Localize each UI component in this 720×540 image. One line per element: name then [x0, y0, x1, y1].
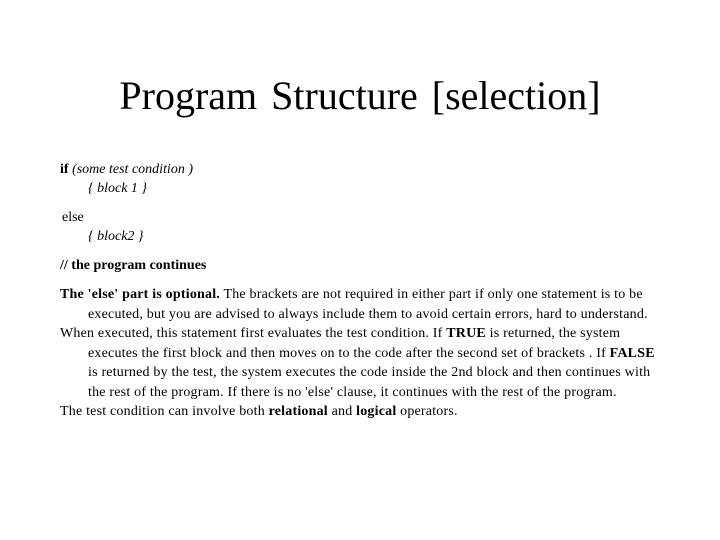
true-keyword: TRUE — [446, 326, 486, 341]
code-example — [60, 160, 680, 246]
block2: { block2 } — [88, 229, 144, 244]
block1: { block 1 } — [88, 181, 148, 196]
else-line: else — [62, 210, 84, 225]
relational-keyword: relational — [268, 404, 328, 419]
paragraph-text: is returned by the test, the system executes the code inside the 2nd block and then continues with the rest of the program. If there is no 'else' clause, it continues with the rest of the program. — [88, 365, 651, 400]
block1-line — [60, 179, 680, 198]
paragraph-text: is returned, the system executes the first block and then moves on to the code after the second set of brackets . If — [88, 326, 621, 361]
paragraph-execution — [60, 324, 660, 402]
block2-line — [60, 227, 680, 246]
paragraph-optional-else — [60, 285, 660, 324]
test-condition: (some test condition ) — [72, 162, 193, 177]
paragraph-text: operators. — [396, 404, 458, 419]
paragraph-text: and — [327, 404, 357, 419]
program-comment: // the program continues — [60, 258, 207, 273]
if-keyword: if — [60, 162, 69, 177]
logical-keyword: logical — [356, 404, 397, 419]
paragraph-text: When executed, this statement first evaluates the test condition. If — [60, 326, 447, 341]
paragraph-text: The brackets are not required in either part if only one statement is to be executed, but you are advised to always include them to avoid certain errors, hard to understand. — [88, 287, 648, 322]
slide-title: Program Structure [selection] — [119, 73, 601, 118]
paragraph-text: The test condition can involve both — [60, 404, 269, 419]
bold-lead: The 'else' part is optional. — [60, 287, 220, 302]
if-line — [60, 160, 680, 179]
explanation — [60, 285, 660, 422]
false-keyword: FALSE — [609, 345, 655, 361]
paragraph-operators — [60, 402, 660, 422]
